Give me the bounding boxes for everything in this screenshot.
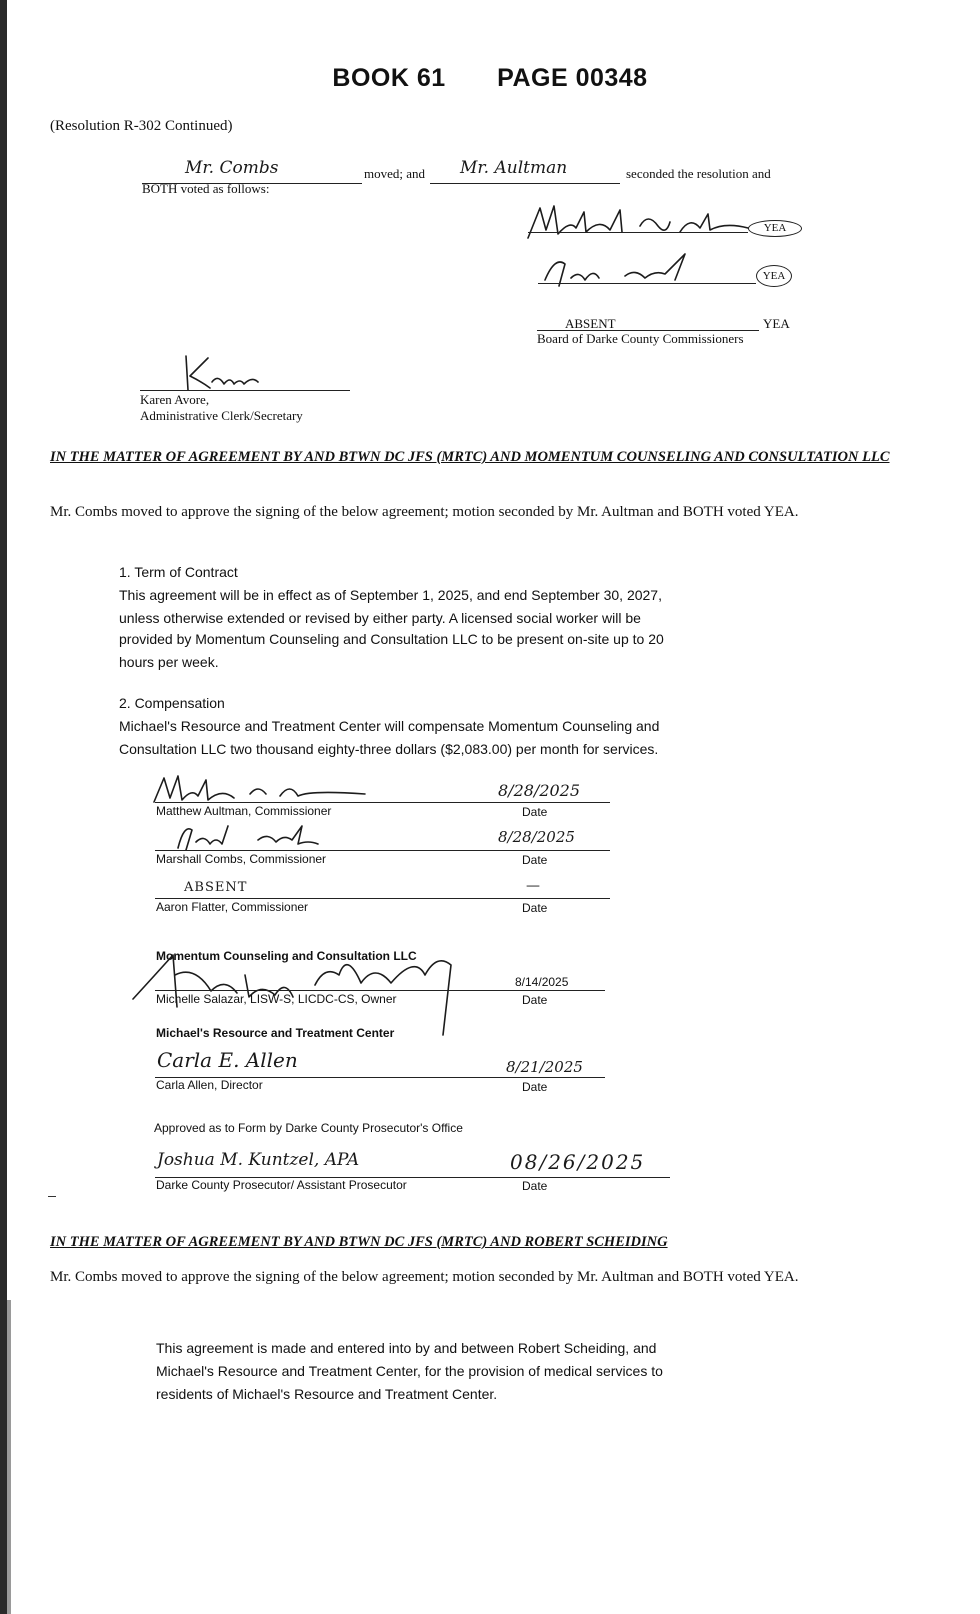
prosecutor-signature-hw: Joshua M. Kuntzel, APA (157, 1150, 360, 1170)
comp-line-1: Michael's Resource and Treatment Center will compensate Momentum Counseling and (119, 718, 660, 734)
combs-signature (168, 820, 328, 852)
salazar-date-label: Date (522, 993, 548, 1007)
allen-date-hw: 8/21/2025 (506, 1058, 583, 1076)
allen-signature-hw: Carla E. Allen (157, 1048, 298, 1072)
agreement-line-1: This agreement is made and entered into by and between Robert Scheiding, and (156, 1340, 657, 1356)
allen-date-label: Date (522, 1080, 548, 1094)
combs-date-hw: 8/28/2025 (498, 828, 575, 846)
clerk-line (140, 390, 350, 391)
combs-label: Marshall Combs, Commissioner (156, 852, 327, 866)
agreement-line-2: Michael's Resource and Treatment Center, for the provision of medical services to (156, 1363, 663, 1379)
board-label: Board of Darke County Commissioners (537, 331, 744, 346)
salazar-label: Michelle Salazar, LISW-S, LICDC-CS, Owner (156, 992, 397, 1006)
absent-label: ABSENT (565, 316, 616, 331)
aultman-line (155, 802, 610, 803)
section1-motion: Mr. Combs moved to approve the signing of the below agreement; motion seconded by Mr. Aultman and BOTH voted YEA. (50, 504, 799, 520)
margin-dash (48, 1196, 56, 1197)
resolution-continued: (Resolution R-302 Continued) (50, 118, 233, 134)
approved-as-to-form: Approved as to Form by Darke County Prosecutor's Office (154, 1121, 463, 1135)
term-line-2: unless otherwise extended or revised by either party. A licensed social worker will be (119, 610, 641, 626)
yea-label-3: YEA (763, 316, 790, 331)
term-line-1: This agreement will be in effect as of September 1, 2025, and end September 30, 2027, (119, 587, 662, 603)
flatter-date-hw: — (526, 878, 540, 894)
allen-label: Carla Allen, Director (156, 1078, 263, 1092)
comp-title: 2. Compensation (119, 695, 225, 711)
flatter-label: Aaron Flatter, Commissioner (156, 900, 309, 914)
page-number: PAGE 00348 (497, 64, 648, 92)
combs-date-label: Date (522, 853, 548, 867)
flatter-line (155, 898, 610, 899)
aultman-label: Matthew Aultman, Commissioner (156, 804, 332, 818)
scan-edge-shadow (7, 1300, 11, 1614)
aultman-signature (150, 772, 370, 806)
mover-handwriting: Mr. Combs (185, 158, 279, 178)
scan-edge (0, 0, 7, 1614)
book-number: BOOK 61 (332, 64, 446, 92)
moved-text: moved; and (364, 166, 426, 181)
aultman-date-hw: 8/28/2025 (498, 781, 581, 800)
yea-circle-2: YEA (756, 265, 792, 287)
term-line-4: hours per week. (119, 654, 219, 670)
momentum-org: Momentum Counseling and Consultation LLC (156, 949, 417, 963)
section2-motion: Mr. Combs moved to approve the signing of the below agreement; motion seconded by Mr. Aultman and BOTH voted YEA. (50, 1269, 799, 1285)
vote-line-2 (538, 283, 756, 284)
comp-line-2: Consultation LLC two thousand eighty-three dollars ($2,083.00) per month for services. (119, 741, 659, 757)
prosecutor-label: Darke County Prosecutor/ Assistant Prosecutor (156, 1178, 407, 1192)
vote-line-1 (528, 232, 748, 233)
aultman-vote-signature (520, 200, 750, 245)
salazar-line (155, 990, 605, 991)
mrtc-org: Michael's Resource and Treatment Center (156, 1026, 395, 1040)
yea-circle-1: YEA (748, 220, 802, 237)
clerk-name: Karen Avore, (140, 392, 210, 407)
prosecutor-date-hw: 08/26/2025 (510, 1150, 646, 1174)
prosecutor-date-label: Date (522, 1179, 548, 1193)
seconder-handwriting: Mr. Aultman (460, 158, 568, 178)
term-title: 1. Term of Contract (119, 564, 238, 580)
flatter-absent-hw: ABSENT (184, 880, 248, 895)
book-page-header (0, 64, 980, 93)
combs-vote-signature (535, 250, 715, 290)
clerk-signature (178, 352, 268, 394)
clerk-title: Administrative Clerk/Secretary (140, 408, 303, 423)
flatter-date-label: Date (522, 901, 548, 915)
section2-heading: IN THE MATTER OF AGREEMENT BY AND BTWN DC JFS (MRTC) AND ROBERT SCHEIDING (50, 1234, 668, 1250)
section1-heading: IN THE MATTER OF AGREEMENT BY AND BTWN DC JFS (MRTC) AND MOMENTUM COUNSELING AND CONSULTATION LLC (50, 449, 890, 465)
seconder-line (430, 183, 620, 184)
salazar-date: 8/14/2025 (515, 975, 569, 989)
agreement-line-3: residents of Michael's Resource and Treatment Center. (156, 1386, 498, 1402)
both-voted-text: BOTH voted as follows: (142, 181, 270, 196)
combs-line (155, 850, 610, 851)
aultman-date-label: Date (522, 805, 548, 819)
seconded-text: seconded the resolution and (626, 166, 771, 181)
term-line-3: provided by Momentum Counseling and Consultation LLC to be present on-site up to 20 (119, 631, 664, 647)
